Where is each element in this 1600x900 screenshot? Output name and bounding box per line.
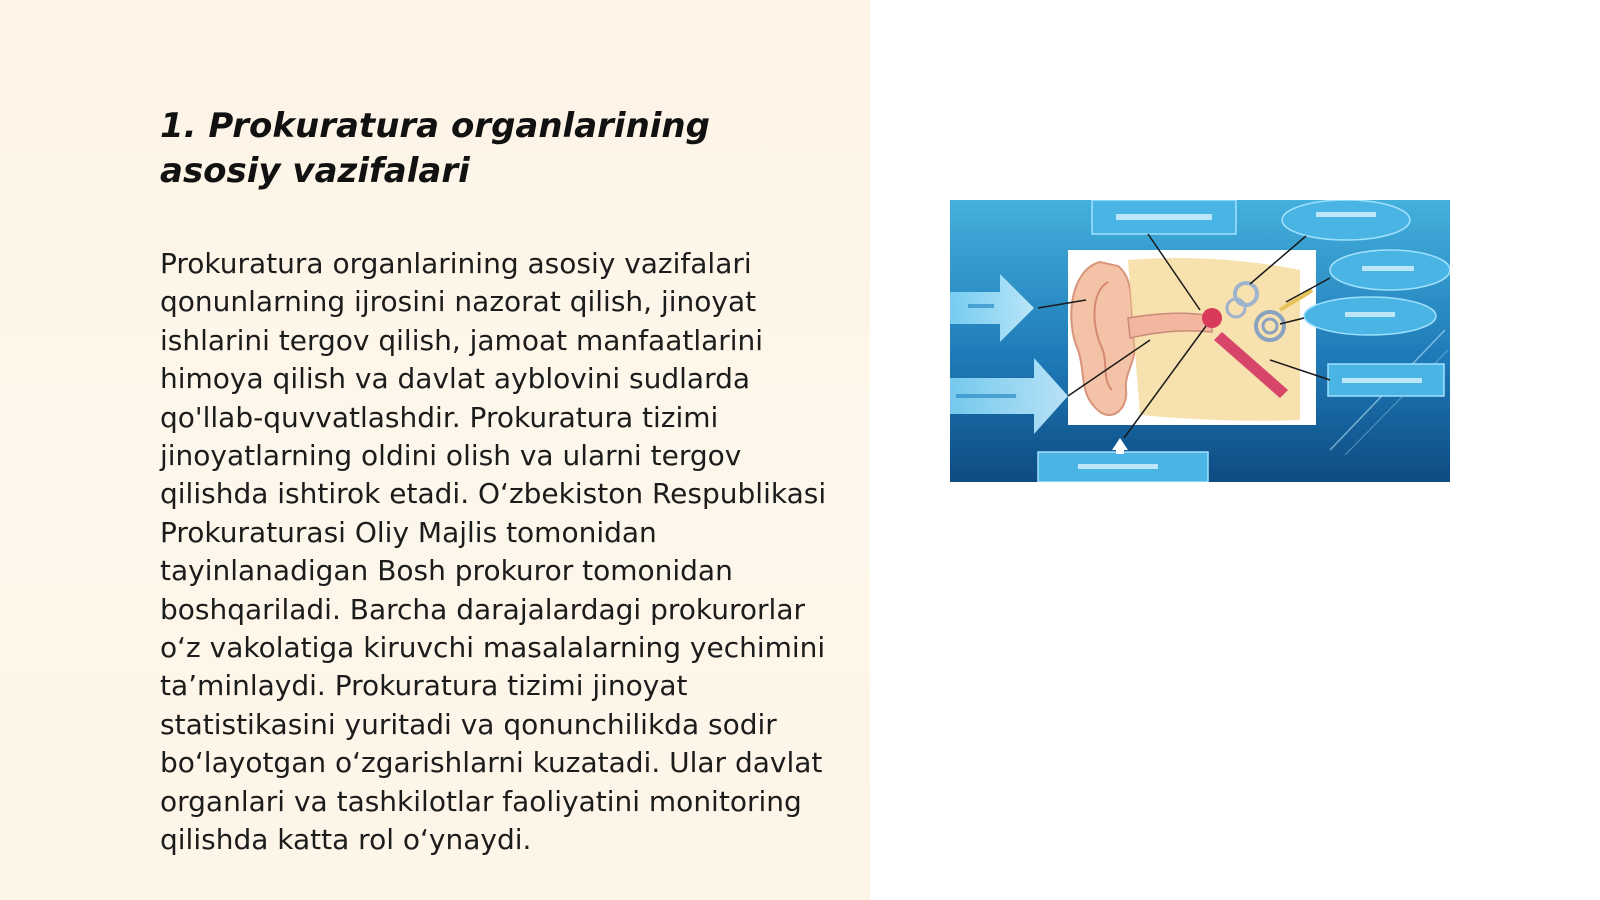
slide-heading: 1. Prokuratura organlarining asosiy vazifalari (160, 106, 710, 191)
slide-body-text: Prokuratura organlarining asosiy vazifalari qonunlarning ijrosini nazorat qilish, jinoyat ishlarini tergov qilish, jamoat manfaatlarini himoya qilish va davlat ayblovini sudlarda qo'llab-quvvatlashdir. Prokuratura tizimi jinoyatlarning oldini olish va ularni tergov qilishda ishtirok etadi. O‘zbekiston Respublikasi Prokuraturasi Oliy Majlis tomonidan tayinlanadigan Bosh prokuror tomonidan boshqariladi. Barcha darajalardagi prokurorlar o‘z vakolatiga kiruvchi masalalarning yechimini ta’minlaydi. Prokuratura tizimi jinoyat statistikasini yuritadi va qonunchilikda sodir bo‘layotgan o‘zgarishlarni kuzatadi. Ular davlat organlari va tashkilotlar faoliyatini monitoring qilishda katta rol o‘ynaydi. (160, 247, 827, 857)
ear-anatomy-icon (950, 200, 1450, 482)
ear-anatomy-diagram (950, 200, 1450, 482)
